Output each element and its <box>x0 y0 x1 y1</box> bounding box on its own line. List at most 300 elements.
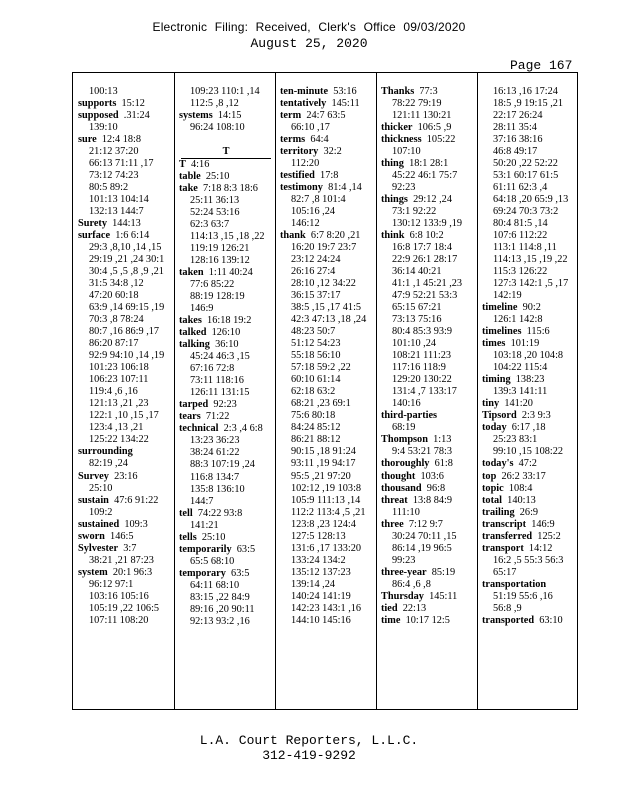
index-entry <box>482 519 579 531</box>
index-continuation: 125:22 134:22 <box>89 434 149 446</box>
index-word: today's <box>482 458 514 470</box>
index-references: 17:8 <box>320 170 339 182</box>
index-entry <box>381 495 477 507</box>
index-word: temporary <box>179 567 226 579</box>
index-references: 6:8 10:2 <box>409 230 444 242</box>
index-continuation: 51:19 55:6 ,16 <box>493 590 553 602</box>
index-references: 146:9 <box>531 518 555 530</box>
index-continuation: 135:12 137:23 <box>291 566 351 578</box>
index-entry <box>482 302 579 314</box>
index-references: 18:1 28:1 <box>409 158 449 170</box>
index-references: 140:13 <box>507 494 536 506</box>
index-word: trailing <box>482 506 515 518</box>
index-continuation: 96:24 108:10 <box>190 122 245 134</box>
index-continuation: 50:20 ,22 52:22 <box>493 158 558 170</box>
index-continuation: 140:16 <box>392 398 421 410</box>
index-word: things <box>381 194 408 206</box>
index-entry <box>78 134 174 146</box>
index-continuation: 77:6 85:22 <box>190 279 235 291</box>
index-entry <box>280 170 376 182</box>
index-entry <box>482 483 579 495</box>
index-references: 96:8 <box>426 482 446 494</box>
index-entry <box>381 434 477 446</box>
index-references: 63:10 <box>539 614 563 626</box>
index-continuation: 139:3 141:11 <box>493 386 548 398</box>
index-word: sworn <box>78 530 105 542</box>
index-entry <box>78 110 174 122</box>
page-number: Page 167 <box>510 58 573 73</box>
index-references: 12:4 18:8 <box>101 134 142 146</box>
index-references: 74:22 93:8 <box>197 507 243 519</box>
index-word: technical <box>179 423 219 435</box>
index-continuation: 92:23 <box>392 182 416 194</box>
index-word: today <box>482 422 507 434</box>
index-word: surface <box>78 230 111 242</box>
index-word: thought <box>381 470 416 482</box>
index-entry <box>179 267 275 279</box>
index-continuation: 36:14 40:21 <box>392 266 442 278</box>
index-entry <box>381 567 477 579</box>
index-entry <box>280 86 376 98</box>
index-references: 2:3 ,4 6:8 <box>223 423 263 435</box>
index-entry <box>179 508 275 520</box>
index-continuation: 78:22 79:19 <box>392 98 442 110</box>
index-continuation: 22:9 26:1 28:17 <box>392 254 458 266</box>
index-word: total <box>482 494 503 506</box>
index-word: tell <box>179 507 193 519</box>
index-continuation: 103:16 105:16 <box>89 590 149 602</box>
index-references: 26:2 33:17 <box>501 470 546 482</box>
index-references: 85:19 <box>431 566 456 578</box>
index-word: system <box>78 566 108 578</box>
index-continuation: 123:4 ,13 ,21 <box>89 422 144 434</box>
index-entry <box>482 326 579 338</box>
index-continuation: 140:24 141:19 <box>291 590 351 602</box>
index-word: T <box>179 159 186 171</box>
index-continuation: 80:7 ,16 86:9 ,17 <box>89 326 160 338</box>
index-entry <box>482 507 579 519</box>
index-continuation: 107:6 112:22 <box>493 230 548 242</box>
index-continuation: 45:24 46:3 ,15 <box>190 351 250 363</box>
index-continuation: 142:19 <box>493 290 522 302</box>
index-continuation: 23:12 24:24 <box>291 254 341 266</box>
index-entry <box>381 230 477 242</box>
index-continuation: 121:11 130:21 <box>392 110 452 122</box>
index-word: taken <box>179 267 204 279</box>
index-references: .31:24 <box>123 110 150 122</box>
index-continuation: 104:22 115:4 <box>493 362 548 374</box>
index-entry <box>381 122 477 134</box>
index-word: ten-minute <box>280 86 329 97</box>
index-entry <box>179 110 275 122</box>
index-word: transportation <box>482 578 547 590</box>
index-continuation: 82:7 ,8 101:4 <box>291 194 346 206</box>
index-continuation: 95:5 ,21 97:20 <box>291 470 351 482</box>
index-continuation: 132:13 144:7 <box>89 206 144 218</box>
index-continuation: 139:10 <box>89 122 118 134</box>
index-word: transport <box>482 542 524 554</box>
index-continuation: 112:20 <box>291 158 320 170</box>
index-references: 32:2 <box>323 146 342 158</box>
index-references: 47:2 <box>518 458 537 470</box>
index-continuation: 92:9 94:10 ,14 ,19 <box>89 350 165 362</box>
index-continuation: 144:10 145:16 <box>291 614 351 626</box>
index-entry <box>482 338 579 350</box>
index-continuation: 135:8 136:10 <box>190 483 245 495</box>
index-entry <box>179 399 275 411</box>
index-continuation: 128:16 139:12 <box>190 255 250 267</box>
index-continuation: 101:23 106:18 <box>89 362 149 374</box>
index-continuation: 53:1 60:17 61:5 <box>493 170 559 182</box>
index-entry <box>381 591 477 603</box>
index-continuation: 146:12 <box>291 218 320 230</box>
index-word: tarped <box>179 399 209 411</box>
index-continuation: 123:8 ,23 124:4 <box>291 518 356 530</box>
index-column-2 <box>174 73 275 709</box>
blank-line <box>179 134 275 146</box>
index-continuation: 86:14 ,19 96:5 <box>392 542 452 554</box>
index-references: 63:5 <box>236 543 256 555</box>
index-continuation: 89:16 ,20 90:11 <box>190 603 255 615</box>
index-continuation: 67:16 72:8 <box>190 363 235 375</box>
index-continuation: 84:24 85:12 <box>291 422 341 434</box>
index-entry <box>280 110 376 122</box>
index-references: 24:7 63:5 <box>306 110 346 122</box>
index-entry <box>482 410 579 422</box>
index-continuation: 99:23 <box>392 554 416 566</box>
index-word: Sylvester <box>78 542 119 554</box>
index-entry <box>179 159 275 171</box>
index-continuation: 25:11 36:13 <box>190 195 240 207</box>
index-references: 7:12 9:7 <box>408 518 443 530</box>
index-continuation: 80:5 89:2 <box>89 182 129 194</box>
index-continuation: 105:9 111:13 ,14 <box>291 494 361 506</box>
index-continuation: 18:5 ,9 19:15 ,21 <box>493 98 564 110</box>
index-references: 77:3 <box>419 86 438 97</box>
word-index <box>72 72 578 710</box>
index-word: Thanks <box>381 86 415 97</box>
index-continuation: 133:24 134:2 <box>291 554 346 566</box>
index-references: 14:12 <box>528 542 553 554</box>
index-entry <box>179 411 275 423</box>
index-references: 47:6 91:22 <box>114 494 159 506</box>
index-continuation: 64:18 ,20 65:9 ,13 <box>493 194 569 206</box>
index-references: 10:17 12:5 <box>405 614 450 626</box>
index-continuation: 13:23 36:23 <box>190 435 240 447</box>
index-continuation: 25:23 83:1 <box>493 434 538 446</box>
index-word: transcript <box>482 518 527 530</box>
index-continuation: 68:19 <box>392 422 416 434</box>
index-continuation: 62:3 63:7 <box>190 219 230 231</box>
index-entry <box>179 423 275 435</box>
index-continuation: 31:5 34:8 ,12 <box>89 278 144 290</box>
index-continuation: 16:2 ,5 55:3 56:3 <box>493 554 564 566</box>
index-references: 7:18 8:3 18:6 <box>203 183 258 195</box>
index-references: 145:11 <box>331 98 360 110</box>
index-word: testified <box>280 170 315 182</box>
index-word: supposed <box>78 110 119 122</box>
index-column-3 <box>275 73 376 709</box>
index-word: threat <box>381 494 408 506</box>
index-continuation: 129:20 130:22 <box>392 374 452 386</box>
index-continuation: 51:12 54:23 <box>291 338 341 350</box>
filing-stamp: Electronic Filing: Received, Clerk's Office 09/03/2020 <box>152 20 466 34</box>
index-references: 20:1 96:3 <box>112 566 153 578</box>
index-continuation: 96:12 97:1 <box>89 578 134 590</box>
index-word: Survey <box>78 470 109 482</box>
index-word: thousand <box>381 482 422 494</box>
index-entry <box>482 422 579 434</box>
index-entry <box>280 182 376 194</box>
hearing-date: August 25, 2020 <box>250 36 368 51</box>
index-continuation: 122:1 ,10 ,15 ,17 <box>89 410 159 422</box>
index-references: 1:11 40:24 <box>208 267 253 279</box>
index-continuation: 45:22 46:1 75:7 <box>392 170 458 182</box>
index-word: Thompson <box>381 434 428 446</box>
index-word: three-year <box>381 566 427 578</box>
index-entry <box>78 495 174 507</box>
index-continuation: 29:19 ,21 ,24 30:1 <box>89 254 165 266</box>
index-references: 138:23 <box>515 374 545 386</box>
index-continuation: 47:9 52:21 53:3 <box>392 290 458 302</box>
index-continuation: 80:4 85:3 93:9 <box>392 326 453 338</box>
index-entry <box>179 183 275 195</box>
index-continuation: 106:23 107:11 <box>89 374 149 386</box>
index-continuation: 86:21 88:12 <box>291 434 341 446</box>
index-continuation: 29:3 ,8,10 ,14 ,15 <box>89 242 162 254</box>
index-entry <box>381 86 477 98</box>
index-references: 25:10 <box>205 171 230 183</box>
index-continuation: 48:23 50:7 <box>291 326 336 338</box>
index-continuation: 36:15 37:17 <box>291 290 341 302</box>
index-word: tentatively <box>280 98 327 110</box>
index-word: Surety <box>78 218 107 230</box>
index-entry <box>280 230 376 242</box>
index-entry <box>78 446 174 458</box>
index-continuation: 119:19 126:21 <box>190 243 250 255</box>
index-continuation: 142:23 143:1 ,16 <box>291 602 362 614</box>
index-continuation: 126:11 131:15 <box>190 387 250 399</box>
index-column-1 <box>73 73 174 709</box>
index-entry <box>381 483 477 495</box>
index-continuation: 144:7 <box>190 495 214 507</box>
index-continuation: 107:11 108:20 <box>89 614 149 626</box>
index-word: topic <box>482 482 504 494</box>
index-continuation: 52:24 53:16 <box>190 207 240 219</box>
index-continuation: 92:13 93:2 ,16 <box>190 615 250 627</box>
index-continuation: 102:12 ,19 103:8 <box>291 482 362 494</box>
index-references: 6:17 ,18 <box>511 422 546 434</box>
index-continuation: 111:10 <box>392 506 420 518</box>
index-references: 25:10 <box>201 531 226 543</box>
index-references: 15:12 <box>121 98 145 110</box>
index-continuation: 114:13 ,15 ,19 ,22 <box>493 254 568 266</box>
index-references: 144:13 <box>112 218 141 230</box>
index-entry <box>280 98 376 110</box>
index-word: timelines <box>482 326 522 338</box>
index-continuation: 105:19 ,22 106:5 <box>89 602 160 614</box>
index-continuation: 56:8 ,9 <box>493 602 522 614</box>
index-word: talking <box>179 339 210 351</box>
index-continuation: 42:3 47:13 ,18 ,24 <box>291 314 367 326</box>
index-entry <box>482 531 579 543</box>
index-references: 1:13 <box>433 434 452 446</box>
index-references: 2:3 9:3 <box>521 410 551 422</box>
index-continuation: 115:3 126:22 <box>493 266 548 278</box>
index-continuation: 73:13 75:16 <box>392 314 442 326</box>
index-references: 14:15 <box>217 110 242 122</box>
index-word: transported <box>482 614 535 626</box>
court-reporter-phone: 312-419-9292 <box>262 748 356 763</box>
index-entry <box>179 327 275 339</box>
index-continuation: 25:10 <box>89 482 113 494</box>
index-continuation: 86:4 ,6 ,8 <box>392 578 431 590</box>
letter-section-heading: T <box>181 146 271 159</box>
index-continuation: 130:12 133:9 ,19 <box>392 218 463 230</box>
index-continuation: 63:9 ,14 69:15 ,19 <box>89 302 165 314</box>
index-references: 1:6 6:14 <box>115 230 150 242</box>
index-continuation: 66:13 71:11 ,17 <box>89 158 154 170</box>
index-continuation: 38:24 61:22 <box>190 447 240 459</box>
index-references: 71:22 <box>205 411 230 423</box>
index-entry <box>482 471 579 483</box>
index-word: thank <box>280 230 306 242</box>
index-continuation: 108:21 111:23 <box>392 350 452 362</box>
index-continuation: 88:19 128:19 <box>190 291 245 303</box>
index-references: 146:5 <box>110 530 134 542</box>
index-continuation: 107:10 <box>392 146 421 158</box>
index-word: surrounding <box>78 446 133 458</box>
index-word: tears <box>179 411 201 423</box>
index-continuation: 119:4 ,6 ,16 <box>89 386 138 398</box>
index-word: sure <box>78 134 97 146</box>
index-continuation: 69:24 70:3 73:2 <box>493 206 559 218</box>
index-word: territory <box>280 146 319 158</box>
index-entry <box>78 230 174 242</box>
index-continuation: 117:16 118:9 <box>392 362 446 374</box>
index-references: 103:6 <box>420 470 444 482</box>
index-continuation: 66:10 ,17 <box>291 122 330 134</box>
index-continuation: 131:6 ,17 133:20 <box>291 542 362 554</box>
index-continuation: 70:3 ,8 78:24 <box>89 314 144 326</box>
index-word: thoroughly <box>381 458 430 470</box>
index-references: 26:9 <box>519 506 539 518</box>
index-word: three <box>381 518 404 530</box>
index-continuation: 38:5 ,15 ,17 41:5 <box>291 302 362 314</box>
index-entry <box>381 615 477 627</box>
index-references: 23:16 <box>114 470 138 482</box>
index-entry <box>78 218 174 230</box>
index-continuation: 61:11 62:3 ,4 <box>493 182 548 194</box>
index-continuation: 62:18 63:2 <box>291 386 336 398</box>
index-continuation: 47:20 60:18 <box>89 290 139 302</box>
index-entry <box>381 471 477 483</box>
index-continuation: 86:20 87:17 <box>89 338 139 350</box>
index-references: 81:4 ,14 <box>328 182 362 194</box>
index-references: 115:6 <box>526 326 550 338</box>
index-word: Thursday <box>381 590 424 602</box>
index-word: supports <box>78 98 117 110</box>
index-references: 126:10 <box>211 327 241 339</box>
index-references: 63:5 <box>231 567 250 579</box>
index-word: thicker <box>381 122 413 134</box>
index-references: 53:16 <box>333 86 357 97</box>
index-word: third-parties <box>381 410 438 422</box>
index-entry <box>381 458 477 470</box>
index-word: table <box>179 171 201 183</box>
index-continuation: 30:24 70:11 ,15 <box>392 530 457 542</box>
index-entry <box>381 194 477 206</box>
index-continuation: 60:10 61:14 <box>291 374 341 386</box>
index-references: 13:8 84:9 <box>412 494 453 506</box>
index-word: time <box>381 614 401 626</box>
index-entry <box>78 543 174 555</box>
index-continuation: 21:12 37:20 <box>89 146 139 158</box>
index-references: 64:4 <box>310 134 329 146</box>
index-word: takes <box>179 315 202 327</box>
index-continuation: 101:13 104:14 <box>89 194 149 206</box>
index-entry <box>482 579 579 591</box>
index-word: tied <box>381 602 398 614</box>
index-continuation: 127:5 128:13 <box>291 530 346 542</box>
index-word: systems <box>179 110 213 122</box>
index-entry <box>482 398 579 410</box>
index-word: sustained <box>78 518 120 530</box>
index-continuation: 100:13 <box>89 86 118 97</box>
index-entry <box>179 315 275 327</box>
index-word: thickness <box>381 134 422 146</box>
index-entry <box>78 519 174 531</box>
index-continuation: 16:13 ,16 17:24 <box>493 86 558 97</box>
index-continuation: 83:15 ,22 84:9 <box>190 591 250 603</box>
index-continuation: 41:1 ,1 45:21 ,23 <box>392 278 463 290</box>
index-continuation: 139:14 ,24 <box>291 578 336 590</box>
index-word: transferred <box>482 530 533 542</box>
index-references: 109:3 <box>124 518 148 530</box>
index-continuation: 68:21 ,23 69:1 <box>291 398 351 410</box>
index-word: sustain <box>78 494 109 506</box>
index-continuation: 16:8 17:7 18:4 <box>392 242 453 254</box>
index-continuation: 57:18 59:2 ,22 <box>291 362 351 374</box>
index-entry <box>179 171 275 183</box>
index-entry <box>179 544 275 556</box>
index-word: take <box>179 183 198 195</box>
index-continuation: 75:6 80:18 <box>291 410 336 422</box>
index-references: 125:2 <box>537 530 561 542</box>
index-continuation: 112:2 113:4 ,5 ,21 <box>291 506 366 518</box>
index-entry <box>482 495 579 507</box>
index-continuation: 46:8 49:17 <box>493 146 538 158</box>
index-references: 29:12 ,24 <box>413 194 452 206</box>
index-continuation: 99:10 ,15 108:22 <box>493 446 564 458</box>
index-entry <box>280 146 376 158</box>
index-continuation: 64:11 68:10 <box>190 579 240 591</box>
index-continuation: 103:18 ,20 104:8 <box>493 350 564 362</box>
index-continuation: 93:11 ,19 94:17 <box>291 458 356 470</box>
index-references: 61:8 <box>434 458 453 470</box>
index-word: thing <box>381 158 404 170</box>
index-entry <box>78 531 174 543</box>
index-continuation: 73:1 92:22 <box>392 206 437 218</box>
index-references: 16:18 19:2 <box>207 315 252 327</box>
index-continuation: 22:17 26:24 <box>493 110 543 122</box>
index-word: top <box>482 470 497 482</box>
index-references: 101:19 <box>510 338 540 350</box>
index-continuation: 113:1 114:8 ,11 <box>493 242 557 254</box>
index-continuation: 65:5 68:10 <box>190 555 235 567</box>
index-word: testimony <box>280 182 323 194</box>
index-continuation: 127:3 142:1 ,5 ,17 <box>493 278 569 290</box>
